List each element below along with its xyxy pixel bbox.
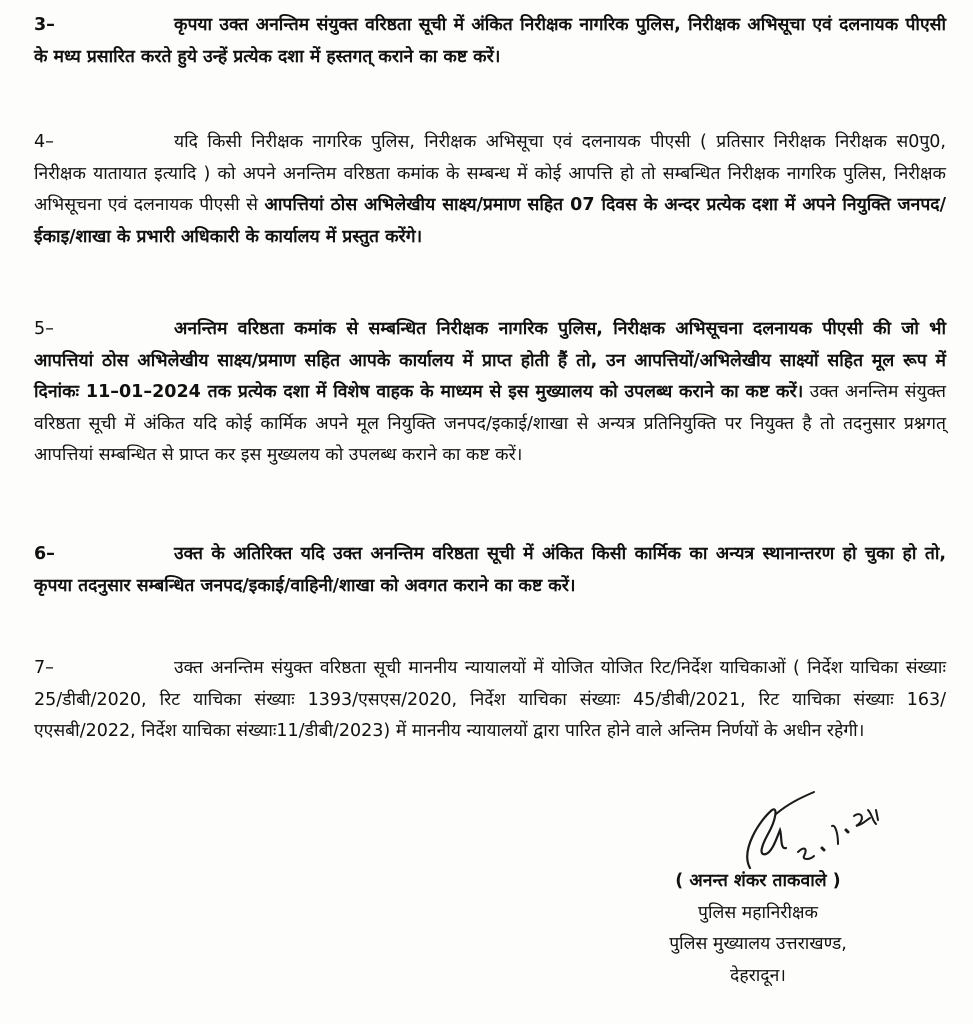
paragraph-number: 6– bbox=[34, 544, 55, 564]
paragraph-5 bbox=[34, 314, 946, 472]
paragraph-text-emphasis: आपत्तियां ठोस अभिलेखीय साक्ष्य/प्रमाण सहित 07 दिवस के अन्दर प्रत्येक दशा में अपने नियुक्ति जनपद/ईकाइ/शाखा के प्रभारी अधिकारी के कार्यालय में प्रस्तुत करेंगे। bbox=[34, 195, 946, 247]
paragraph-number: 5– bbox=[34, 319, 54, 339]
paragraph-text-emphasis: अनन्तिम वरिष्ठता कमांक से सम्बन्धित निरीक्षक नागरिक पुलिस, निरीक्षक अभिसूचना दलनायक पीएसी की जो भी आपत्तियां ठोस अभिलेखीय साक्ष्य/प्रमाण सहित आपके कार्यालय में प्राप्त होती हैं तो, उन आपत्तियों/अभिलेखीय साक्ष्यों सहित मूल रूप में दिनांकः 11–01–2024 तक प्रत्येक दशा में विशेष वाहक के माध्यम से इस मुख्यालय को उपलब्ध कराने का कष्ट करें। bbox=[34, 319, 946, 402]
paragraph-3 bbox=[34, 10, 946, 73]
paragraph-text: उक्त अनन्तिम संयुक्त वरिष्ठता सूची माननीय न्यायालयों में योजित योजित रिट/निर्देश याचिकाओं ( निर्देश याचिका संख्याः 25/डीबी/2020, रिट याचिका संख्याः 1393/एसएस/2020, निर्देश याचिका संख्याः 45/डीबी/2021, रिट याचिका संख्याः 163/एएसबी/2022, निर्देश याचिका संख्याः11/डीबी/2023) में माननीय न्यायालयों द्वारा पारित होने वाले अन्तिम निर्णयों के अधीन रहेगी। bbox=[34, 658, 946, 741]
signer-designation: पुलिस महानिरीक्षक bbox=[698, 902, 818, 923]
paragraph-number: 3– bbox=[34, 15, 55, 35]
paragraph-text: यदि किसी निरीक्षक नागरिक पुलिस, निरीक्षक अभिसूचा एवं दलनायक पीएसी ( प्रतिसार निरीक्षक निरीक्षक स0पु0, निरीक्षक यातायात इत्यादि ) को अपने अनन्तिम वरिष्ठता कमांक के सम्बन्ध में कोई आपत्ति हो तो सम्बन्धित निरीक्षक नागरिक पुलिस, निरीक्षक अभिसूचना एवं दलनायक पीएसी से bbox=[34, 132, 946, 215]
paragraph-number: 4– bbox=[34, 132, 54, 152]
paragraph-7 bbox=[34, 653, 946, 748]
paragraph-number: 7– bbox=[34, 658, 54, 678]
paragraph-4 bbox=[34, 127, 946, 253]
signer-name: ( अनन्त शंकर ताकवाले ) bbox=[675, 871, 841, 891]
signer-city: देहरादून। bbox=[730, 965, 786, 986]
paragraph-text: उक्त अनन्तिम संयुक्त वरिष्ठता सूची में अंकित यदि कोई कार्मिक अपने मूल नियुक्ति जनपद/इकाई/शाखा से अन्यत्र प्रतिनियुक्ति पर नियुक्त है तो तदनुसार प्रश्नगत् आपत्तियां सम्बन्धित से प्राप्त कर इस मुख्यलय को उपलब्ध कराने का कष्ट करें। bbox=[34, 382, 946, 465]
signer-office: पुलिस मुख्यालय उत्तराखण्ड, bbox=[669, 934, 847, 954]
paragraph-text: कृपया उक्त अनन्तिम संयुक्त वरिष्ठता सूची में अंकित निरीक्षक नागरिक पुलिस, निरीक्षक अभिसूचा एवं दलनायक पीएसी के मध्य प्रसारित करते हुये उन्हें प्रत्येक दशा में हस्तगत् कराने का कष्ट करें। bbox=[34, 15, 946, 67]
signer-block bbox=[593, 866, 923, 992]
paragraph-text: उक्त के अतिरिक्त यदि उक्त अनन्तिम वरिष्ठता सूची में अंकित किसी कार्मिक का अन्यत्र स्थानान्तरण हो चुका हो तो, कृपया तदनुसार सम्बन्धित जनपद/इकाई/वाहिनी/शाखा को अवगत कराने का कष्ट करें। bbox=[34, 544, 946, 596]
paragraph-6 bbox=[34, 539, 946, 602]
